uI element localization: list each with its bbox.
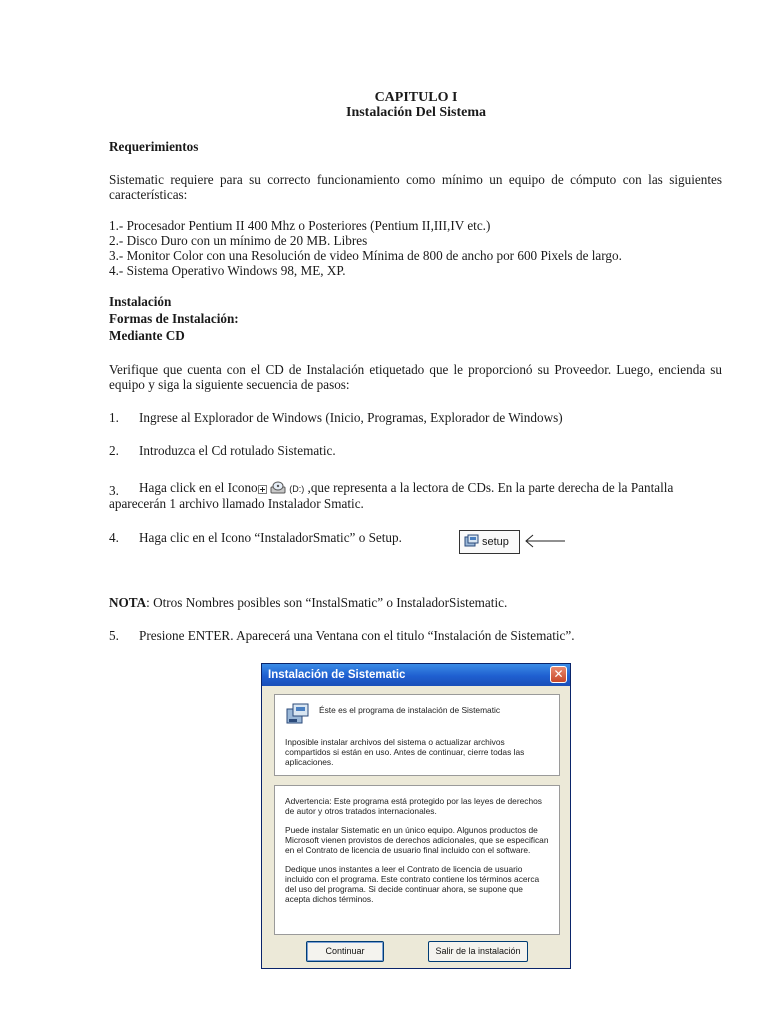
- requirement-item: 2.- Disco Duro con un mínimo de 20 MB. Libres: [109, 233, 368, 248]
- installer-icon: [464, 534, 479, 551]
- installation-forms-heading: Formas de Instalación:: [109, 311, 239, 326]
- dialog-welcome-text: Éste es el programa de instalación de Sistematic: [319, 705, 501, 715]
- setup-file-icon: [459, 530, 520, 554]
- step-number: 5.: [109, 628, 119, 643]
- step-text: ,que representa a la lectora de CDs. En la parte derecha de la Pantalla: [307, 480, 674, 495]
- requirement-item: 4.- Sistema Operativo Windows 98, ME, XP.: [109, 263, 346, 278]
- installation-cd-heading: Mediante CD: [109, 328, 185, 343]
- chapter-subtitle: Instalación Del Sistema: [346, 105, 486, 120]
- step-text: Introduzca el Cd rotulado Sistematic.: [139, 443, 336, 458]
- requirements-heading: Requerimientos: [109, 139, 199, 154]
- dialog-agreement-text: Dedique unos instantes a leer el Contrato de licencia de usuario incluido con el programa. Este contrato contiene los términos acerca del uso del programa. Si decide continuar ahora, se supone que acepta dichos términos.: [285, 864, 540, 904]
- dialog-copyright-text: Advertencia: Este programa está protegido por las leyes de derechos de autor y otros tratados internacionales.: [285, 796, 542, 816]
- close-icon[interactable]: ✕: [550, 666, 567, 683]
- note: [109, 595, 507, 610]
- step-number: 3.: [109, 483, 119, 498]
- dialog-info-panel: [274, 694, 560, 776]
- installation-heading: Instalación: [109, 294, 172, 309]
- cd-drive-icon: [270, 481, 286, 497]
- step-text: aparecerán 1 archivo llamado Instalador Smatic.: [109, 496, 364, 511]
- step-number: 1.: [109, 410, 119, 425]
- dialog-license-panel: [274, 785, 560, 935]
- drive-label: (D:): [289, 484, 305, 494]
- requirements-intro: Sistematic requiere para su correcto funcionamiento como mínimo un equipo de cómputo con las siguientes características:: [109, 172, 722, 202]
- step-text: Haga click en el Icono: [139, 480, 258, 495]
- step-text: Presione ENTER. Aparecerá una Ventana con el titulo “Instalación de Sistematic”.: [139, 628, 575, 643]
- note-text: : Otros Nombres posibles son “InstalSmatic” o InstaladorSistematic.: [146, 595, 508, 610]
- continue-button[interactable]: Continuar: [306, 941, 384, 962]
- step-text-line: [139, 480, 673, 497]
- step-text: Ingrese al Explorador de Windows (Inicio, Programas, Explorador de Windows): [139, 410, 563, 425]
- installation-intro: Verifique que cuenta con el CD de Instalación etiquetado que le proporcionó su Proveedor. Luego, encienda su equipo y siga la siguiente secuencia de pasos:: [109, 362, 722, 392]
- installer-icon: [285, 701, 311, 729]
- step-text: Haga clic en el Icono “InstaladorSmatic” o Setup.: [139, 530, 402, 545]
- step-number: 4.: [109, 530, 119, 545]
- installer-dialog: [261, 663, 571, 969]
- note-label: NOTA: [109, 595, 147, 610]
- tree-expand-icon: [258, 482, 267, 497]
- requirement-item: 3.- Monitor Color con una Resolución de video Mínima de 800 de ancho por 600 Pixels de largo.: [109, 248, 622, 263]
- chapter-title: CAPITULO I: [374, 90, 458, 105]
- exit-installation-button[interactable]: Salir de la instalación: [428, 941, 528, 962]
- dialog-title: Instalación de Sistematic: [268, 669, 406, 681]
- dialog-titlebar: [262, 664, 570, 686]
- setup-label: setup: [482, 536, 509, 548]
- requirement-item: 1.- Procesador Pentium II 400 Mhz o Posteriores (Pentium II,III,IV etc.): [109, 218, 491, 233]
- arrow-left-icon: [524, 534, 566, 553]
- dialog-warning-text: Inposible instalar archivos del sistema o actualizar archivos compartidos si están en uso. Antes de continuar, cierre todas las aplicaciones.: [285, 737, 525, 767]
- dialog-license-text: Puede instalar Sistematic en un único equipo. Algunos productos de Microsoft vienen provistos de derechos adicionales, que se especifican en el Contrato de licencia de usuario final incluido con el software.: [285, 825, 549, 855]
- step-number: 2.: [109, 443, 119, 458]
